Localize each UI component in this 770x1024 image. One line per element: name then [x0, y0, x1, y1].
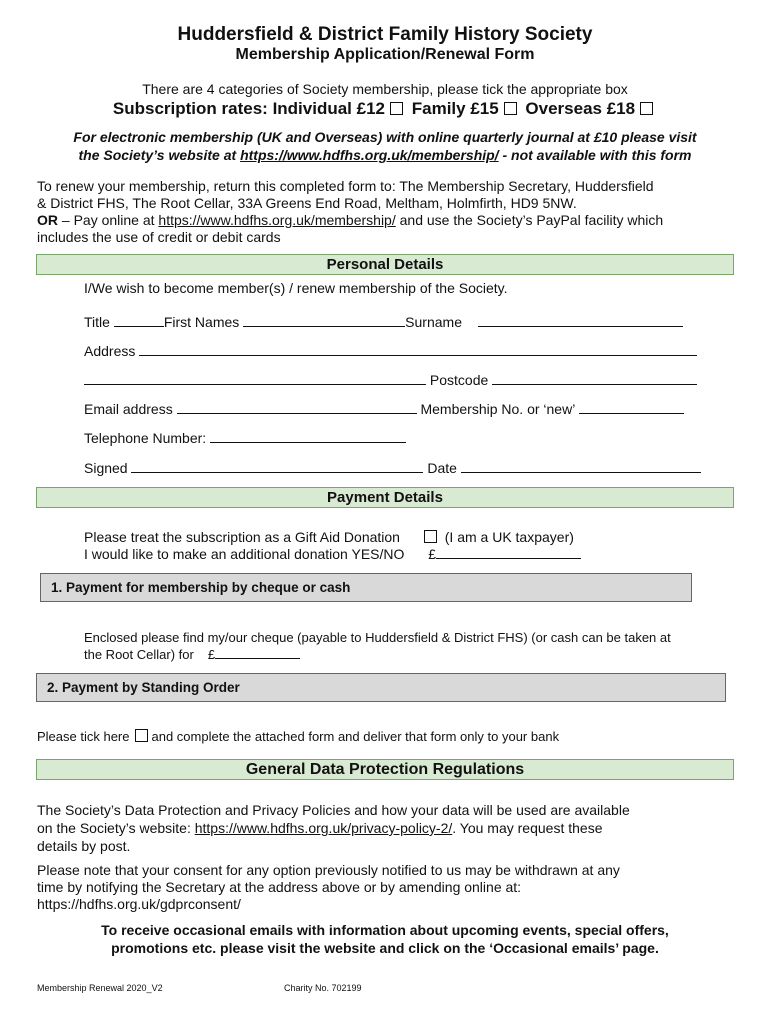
payment-details-heading: Payment Details [36, 487, 734, 508]
gift-aid-label: Please treat the subscription as a Gift Aid Donation [84, 529, 400, 545]
personal-intro: I/We wish to become member(s) / renew membership of the Society. [84, 280, 508, 296]
first-names-label: First Names [163, 314, 240, 330]
emails-line1: To receive occasional emails with information about upcoming events, special offers, [101, 922, 669, 938]
enclosed-text [84, 630, 671, 663]
renew-line3-post: and use the Society’s PayPal facility which [395, 212, 664, 228]
cheque-pound: £ [207, 647, 216, 662]
option-1-cheque-cash: 1. Payment for membership by cheque or cash [40, 573, 692, 602]
first-names-field[interactable] [243, 314, 405, 327]
postcode-field[interactable] [492, 372, 697, 385]
telephone-row [84, 430, 406, 446]
electronic-suffix: - not available with this form [498, 147, 692, 163]
signed-label: Signed [84, 460, 128, 476]
title-label: Title [84, 314, 110, 330]
email-row [84, 401, 684, 417]
gdpr-p2-line2: time by notifying the Secretary at the address above or by amending online at: [37, 879, 522, 895]
uk-taxpayer-label: (I am a UK taxpayer) [444, 529, 574, 545]
address-row [84, 343, 697, 359]
signature-field[interactable] [131, 460, 423, 473]
surname-label: Surname [405, 314, 462, 330]
donation-label: I would like to make an additional donation YES/NO [84, 546, 405, 562]
title-row [84, 314, 683, 330]
personal-details-heading: Personal Details [36, 254, 734, 275]
renew-line2: & District FHS, The Root Cellar, 33A Greens End Road, Meltham, Holmfirth, HD9 5NW. [37, 195, 577, 211]
renew-line3-pre: – Pay online at [58, 212, 159, 228]
gift-aid-row [84, 529, 574, 545]
gift-aid-checkbox[interactable] [424, 530, 437, 543]
membership-no-label: Membership No. or ‘new’ [420, 401, 575, 417]
email-field[interactable] [177, 401, 417, 414]
electronic-line1: For electronic membership (UK and Overseas) with online quarterly journal at £10 please visit [73, 129, 697, 145]
address-label: Address [84, 343, 136, 359]
society-title: Huddersfield & District Family History Society [177, 24, 593, 45]
occasional-emails-note [0, 921, 770, 957]
telephone-field[interactable] [210, 430, 406, 443]
individual-label: Individual £12 [272, 99, 385, 118]
address-field[interactable] [139, 343, 697, 356]
gdpr-consent-text [37, 862, 620, 913]
form-title: Membership Application/Renewal Form [235, 46, 535, 63]
renew-instructions [37, 178, 663, 246]
membership-no-field[interactable] [579, 401, 684, 414]
individual-checkbox[interactable] [390, 102, 403, 115]
donation-pound: £ [428, 546, 437, 562]
date-label: Date [427, 460, 457, 476]
signed-row [84, 460, 701, 476]
gdpr-policy-text [37, 801, 630, 855]
address-field-2[interactable] [84, 372, 426, 385]
paypal-link[interactable]: https://www.hdfhs.org.uk/membership/ [158, 212, 396, 228]
email-label: Email address [84, 401, 173, 417]
donation-amount-field[interactable] [436, 546, 581, 559]
postcode-row [84, 372, 697, 388]
tick-pre-label: Please tick here [37, 729, 130, 744]
donation-row [84, 546, 581, 562]
title-field[interactable] [114, 314, 164, 327]
overseas-label: Overseas £18 [525, 99, 636, 118]
gdpr-consent-link[interactable]: https://hdfhs.org.uk/gdprconsent/ [37, 896, 241, 912]
electronic-membership-note [0, 128, 770, 164]
gdpr-p1-line3: details by post. [37, 838, 131, 854]
categories-text: There are 4 categories of Society membership, please tick the appropriate box [142, 81, 628, 97]
renew-or: OR [37, 212, 58, 228]
option-2-standing-order: 2. Payment by Standing Order [36, 673, 726, 702]
membership-link[interactable]: https://www.hdfhs.org.uk/membership/ [240, 147, 499, 163]
renew-line1: To renew your membership, return this completed form to: The Membership Secretary, Huddersfield [37, 178, 654, 194]
standing-order-tick-row [37, 729, 559, 744]
gdpr-p1-post: . You may request these [452, 820, 603, 836]
postcode-label: Postcode [429, 372, 489, 388]
rates-lead: Subscription rates: [112, 99, 268, 118]
enclosed-line2: the Root Cellar) for [84, 647, 194, 662]
overseas-checkbox[interactable] [640, 102, 653, 115]
telephone-label: Telephone Number: [84, 430, 207, 446]
surname-field[interactable] [478, 314, 683, 327]
gdpr-p1-pre: on the Society’s website: [37, 820, 195, 836]
enclosed-line1: Enclosed please find my/our cheque (payable to Huddersfield & District FHS) (or cash can be taken at [84, 630, 671, 645]
electronic-prefix: the Society’s website at [78, 147, 241, 163]
footer-charity: Charity No. 702199 [284, 983, 362, 993]
renew-line4: includes the use of credit or debit cards [37, 229, 281, 245]
gdpr-p2-line1: Please note that your consent for any option previously notified to us may be withdrawn at any [37, 862, 620, 878]
footer-version: Membership Renewal 2020_V2 [37, 983, 163, 993]
gdpr-p1-line1: The Society’s Data Protection and Privacy Policies and how your data will be used are available [37, 802, 630, 818]
date-field[interactable] [461, 460, 701, 473]
privacy-policy-link[interactable]: https://www.hdfhs.org.uk/privacy-policy-2/ [194, 820, 453, 836]
emails-line2: promotions etc. please visit the website and click on the ‘Occasional emails’ page. [111, 940, 659, 956]
tick-post-label: and complete the attached form and deliver that form only to your bank [151, 729, 560, 744]
family-label: Family £15 [411, 99, 499, 118]
gdpr-heading: General Data Protection Regulations [36, 759, 734, 780]
cheque-amount-field[interactable] [215, 646, 300, 659]
standing-order-checkbox[interactable] [135, 729, 148, 742]
subscription-rates [0, 99, 770, 119]
family-checkbox[interactable] [504, 102, 517, 115]
